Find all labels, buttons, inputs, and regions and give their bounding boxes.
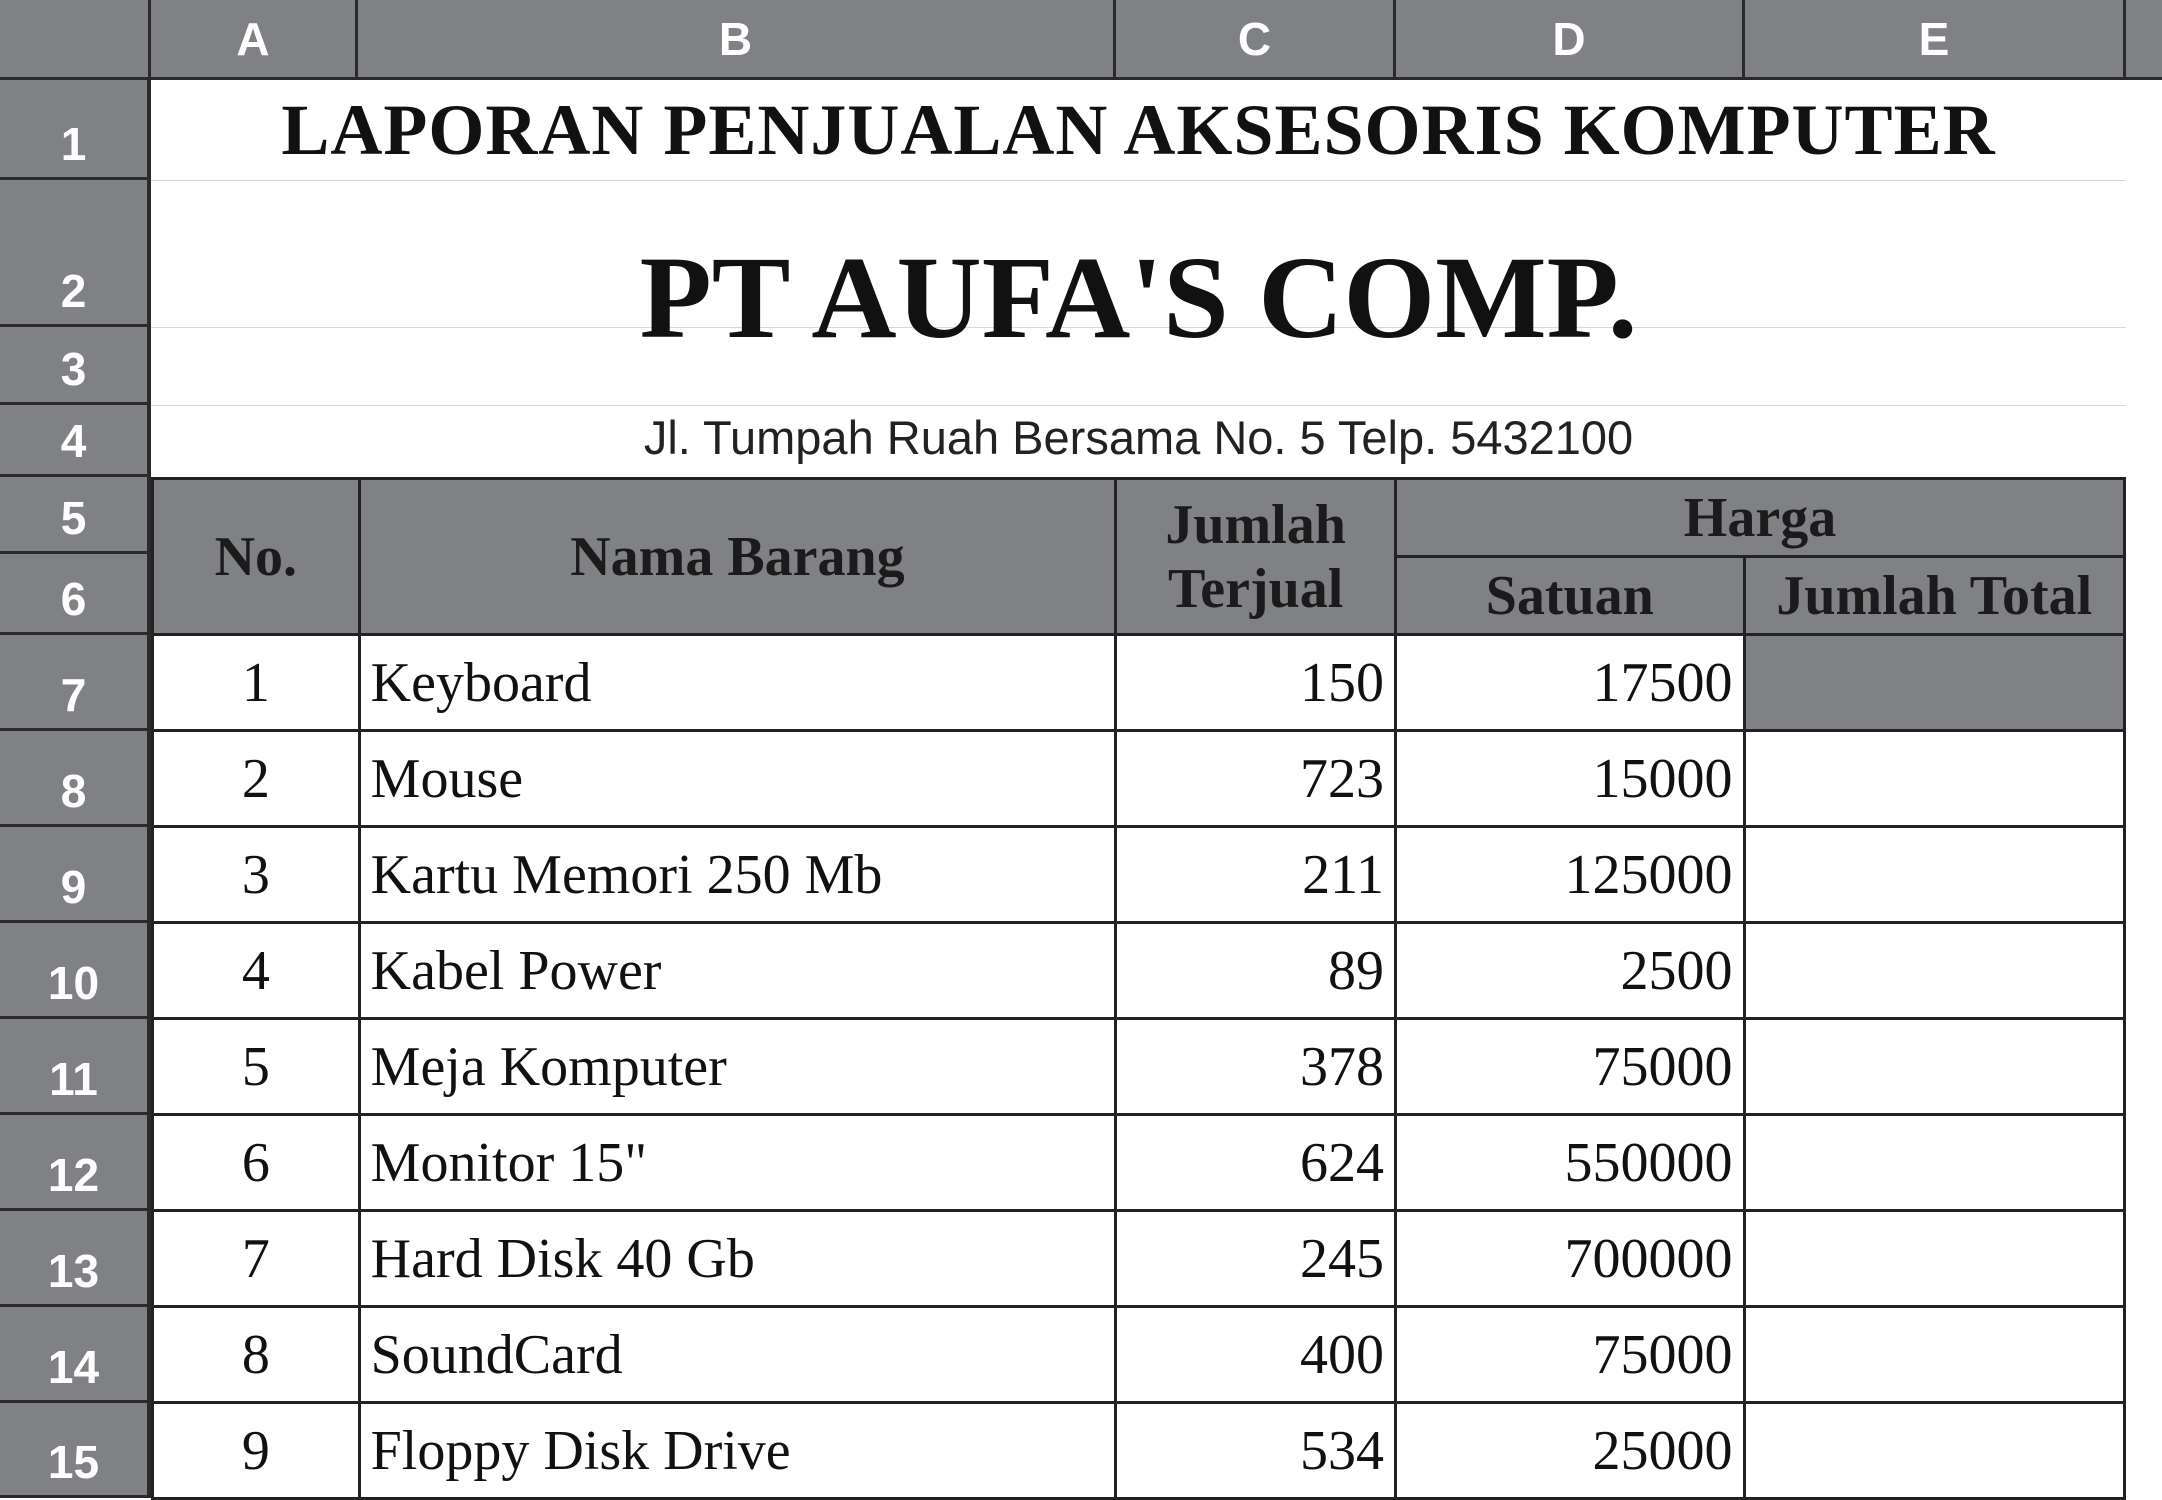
cell-jumlah-terjual[interactable]: 150 [1116, 635, 1396, 731]
cell-jumlah-terjual[interactable]: 245 [1116, 1211, 1396, 1307]
cell-jumlah-terjual[interactable]: 624 [1116, 1115, 1396, 1211]
worksheet[interactable] [151, 80, 2126, 1498]
header-nama-barang[interactable]: Nama Barang [359, 479, 1116, 635]
cell-no[interactable]: 2 [153, 731, 360, 827]
header-jumlah-line2: Terjual [1168, 557, 1344, 620]
cell-nama-barang[interactable]: SoundCard [359, 1307, 1116, 1403]
table-row [153, 1403, 2125, 1499]
row-header-1[interactable]: 1 [0, 80, 151, 180]
company-name: PT AUFA'S COMP. [639, 232, 1638, 363]
sheet-right-margin [2126, 80, 2162, 1498]
table-row [153, 731, 2125, 827]
header-jumlah-line1: Jumlah [1165, 493, 1346, 556]
table-row [153, 1307, 2125, 1403]
cell-jumlah-total[interactable] [1744, 1403, 2124, 1499]
cell-nama-barang[interactable]: Meja Komputer [359, 1019, 1116, 1115]
select-all-corner[interactable] [0, 0, 151, 80]
row-header-3[interactable]: 3 [0, 327, 151, 405]
table-row [153, 1211, 2125, 1307]
cell-harga-satuan[interactable]: 25000 [1396, 1403, 1745, 1499]
row-header-12[interactable]: 12 [0, 1115, 151, 1211]
table-row [153, 827, 2125, 923]
gridline [151, 180, 2126, 181]
cell-jumlah-total[interactable] [1744, 635, 2124, 731]
cell-nama-barang[interactable]: Kabel Power [359, 923, 1116, 1019]
cell-jumlah-total[interactable] [1744, 731, 2124, 827]
table-row [153, 635, 2125, 731]
cell-no[interactable]: 7 [153, 1211, 360, 1307]
column-header-e[interactable]: E [1745, 0, 2126, 80]
cell-jumlah-total[interactable] [1744, 1115, 2124, 1211]
column-header-c[interactable]: C [1116, 0, 1396, 80]
row-header-8[interactable]: 8 [0, 731, 151, 827]
cell-jumlah-terjual[interactable]: 400 [1116, 1307, 1396, 1403]
column-header-b[interactable]: B [358, 0, 1116, 80]
cell-harga-satuan[interactable]: 550000 [1396, 1115, 1745, 1211]
cell-harga-satuan[interactable]: 15000 [1396, 731, 1745, 827]
cell-jumlah-terjual[interactable]: 211 [1116, 827, 1396, 923]
cell-nama-barang[interactable]: Mouse [359, 731, 1116, 827]
cell-jumlah-total[interactable] [1744, 1211, 2124, 1307]
row-header-9[interactable]: 9 [0, 827, 151, 923]
cell-harga-satuan[interactable]: 125000 [1396, 827, 1745, 923]
cell-jumlah-terjual[interactable]: 723 [1116, 731, 1396, 827]
cell-jumlah-terjual[interactable]: 534 [1116, 1403, 1396, 1499]
column-header-overflow [2126, 0, 2162, 80]
row-header-2[interactable]: 2 [0, 180, 151, 327]
cell-nama-barang[interactable]: Floppy Disk Drive [359, 1403, 1116, 1499]
cell-no[interactable]: 3 [153, 827, 360, 923]
cell-jumlah-terjual[interactable]: 89 [1116, 923, 1396, 1019]
cell-no[interactable]: 4 [153, 923, 360, 1019]
header-jumlah-terjual[interactable] [1116, 479, 1396, 635]
cell-harga-satuan[interactable]: 2500 [1396, 923, 1745, 1019]
company-address: Jl. Tumpah Ruah Bersama No. 5 Telp. 5432100 [643, 410, 1634, 464]
header-satuan[interactable]: Satuan [1396, 557, 1745, 635]
cell-no[interactable]: 1 [153, 635, 360, 731]
row-header-13[interactable]: 13 [0, 1211, 151, 1307]
row-header-10[interactable]: 10 [0, 923, 151, 1019]
cell-harga-satuan[interactable]: 75000 [1396, 1019, 1745, 1115]
row-header-5[interactable]: 5 [0, 477, 151, 554]
cell-harga-satuan[interactable]: 700000 [1396, 1211, 1745, 1307]
sales-table [151, 477, 2126, 1500]
cell-jumlah-total[interactable] [1744, 1019, 2124, 1115]
column-header-d[interactable]: D [1396, 0, 1745, 80]
row-header-4[interactable]: 4 [0, 405, 151, 477]
cell-harga-satuan[interactable]: 75000 [1396, 1307, 1745, 1403]
header-harga[interactable]: Harga [1396, 479, 2125, 557]
cell-nama-barang[interactable]: Hard Disk 40 Gb [359, 1211, 1116, 1307]
cell-harga-satuan[interactable]: 17500 [1396, 635, 1745, 731]
cell-no[interactable]: 9 [153, 1403, 360, 1499]
cell-jumlah-total[interactable] [1744, 923, 2124, 1019]
cell-nama-barang[interactable]: Kartu Memori 250 Mb [359, 827, 1116, 923]
cell-jumlah-total[interactable] [1744, 827, 2124, 923]
report-title: LAPORAN PENJUALAN AKSESORIS KOMPUTER [281, 89, 1996, 170]
header-no[interactable]: No. [153, 479, 360, 635]
cell-jumlah-total[interactable] [1744, 1307, 2124, 1403]
table-row [153, 1115, 2125, 1211]
row-header-6[interactable]: 6 [0, 554, 151, 635]
header-jumlah-total[interactable]: Jumlah Total [1744, 557, 2124, 635]
cell-no[interactable]: 8 [153, 1307, 360, 1403]
cell-nama-barang[interactable]: Monitor 15" [359, 1115, 1116, 1211]
column-header-bar [0, 0, 2162, 80]
column-header-a[interactable]: A [151, 0, 358, 80]
row-header-15[interactable]: 15 [0, 1403, 151, 1498]
row-header-7[interactable]: 7 [0, 635, 151, 731]
cell-no[interactable]: 6 [153, 1115, 360, 1211]
cell-jumlah-terjual[interactable]: 378 [1116, 1019, 1396, 1115]
row-header-14[interactable]: 14 [0, 1307, 151, 1403]
row-header-11[interactable]: 11 [0, 1019, 151, 1115]
cell-nama-barang[interactable]: Keyboard [359, 635, 1116, 731]
cell-no[interactable]: 5 [153, 1019, 360, 1115]
table-row [153, 923, 2125, 1019]
table-row [153, 1019, 2125, 1115]
